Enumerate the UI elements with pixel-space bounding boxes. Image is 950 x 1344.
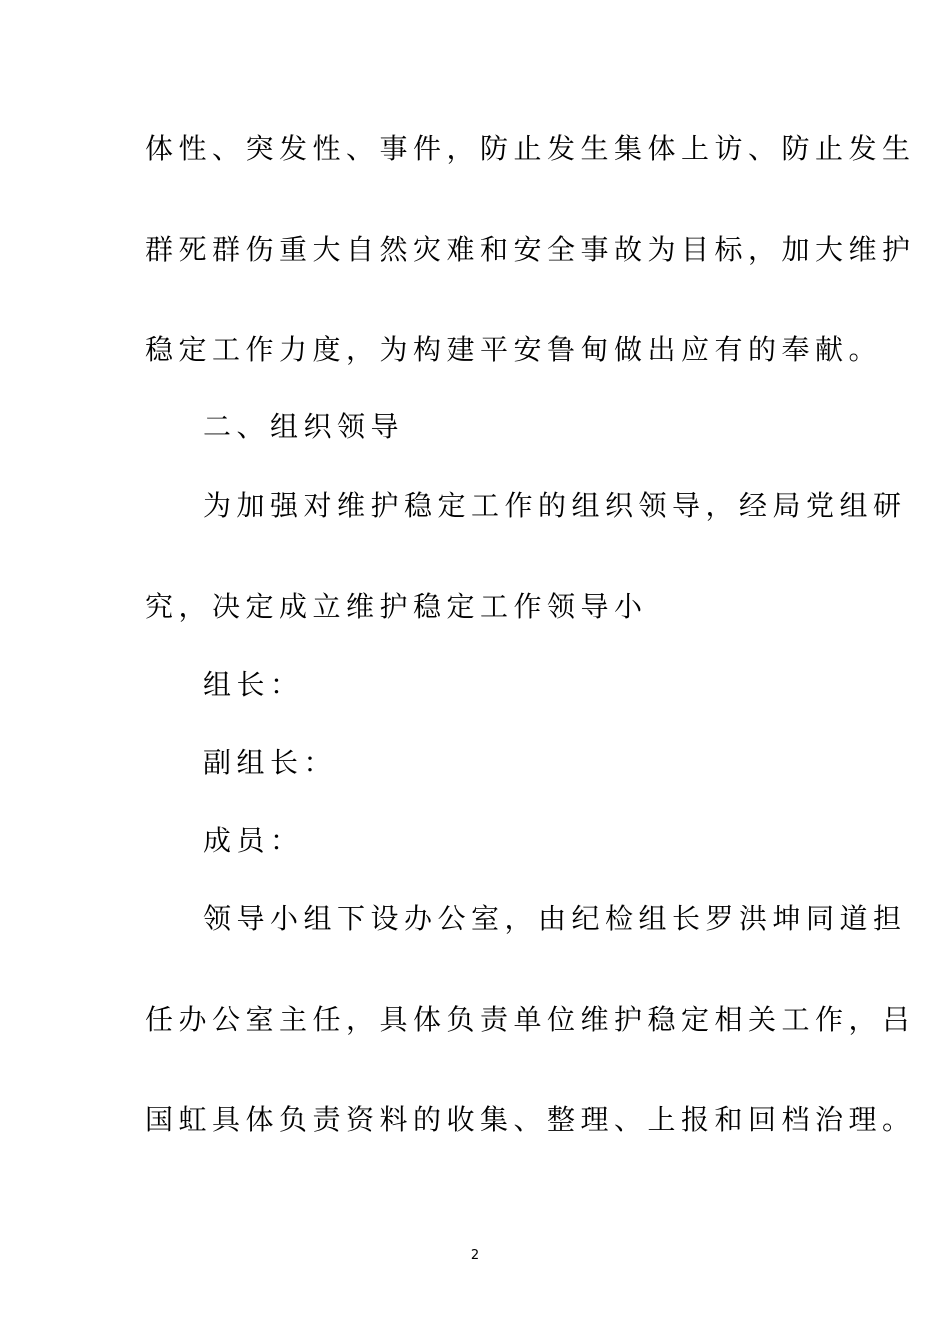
paragraph-line: 任办公室主任，具体负责单位维护稳定相关工作，吕: [145, 1003, 916, 1036]
paragraph-line: 国虹具体负责资料的收集、整理、上报和回档治理。: [145, 1103, 916, 1136]
members-label: 成员：: [203, 824, 304, 857]
paragraph-line: 究，决定成立维护稳定工作领导小: [145, 590, 648, 623]
paragraph-line: 体性、突发性、事件，防止发生集体上访、防止发生: [145, 132, 916, 165]
paragraph-line: 稳定工作力度，为构建平安鲁甸做出应有的奉献。: [145, 333, 883, 366]
paragraph-line: 群死群伤重大自然灾难和安全事故为目标，加大维护: [145, 233, 916, 266]
group-leader-label: 组长：: [203, 668, 304, 701]
paragraph-line: 领导小组下设办公室，由纪检组长罗洪坤同道担: [203, 902, 907, 935]
paragraph-line: 为加强对维护稳定工作的组织领导，经局党组研: [203, 489, 907, 522]
page-number: 2: [470, 1248, 480, 1263]
section-heading: 二、组织领导: [203, 410, 405, 443]
deputy-leader-label: 副组长：: [203, 746, 338, 779]
